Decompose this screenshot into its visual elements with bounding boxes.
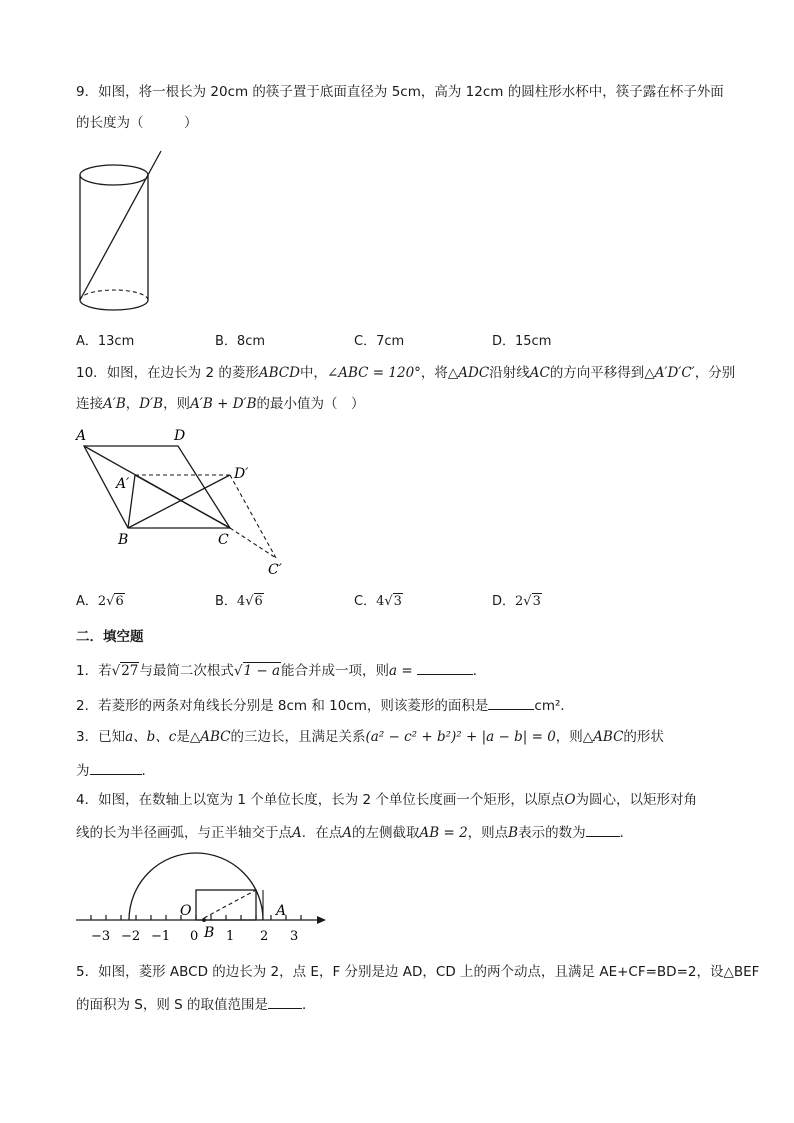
f3-answer-blank[interactable] [90, 760, 142, 775]
f1-text: 与最简二次根式 [139, 663, 234, 679]
f4-point-o: O [564, 792, 576, 808]
q10-text: ，将 [420, 365, 448, 381]
q9-line1 [76, 83, 724, 101]
sqrt-symbol: √ [523, 594, 532, 609]
f4-text: 的左侧截取 [352, 825, 420, 841]
q10-label-c1: C′ [268, 562, 282, 578]
f4-text: 如图，在数轴上以宽为 1 个单位长度，长为 2 个单位长度画一个矩形，以原点 [98, 792, 565, 808]
f1-radicand: 1 − a [243, 663, 281, 679]
q10-expression: A′B + D′B [190, 396, 257, 412]
q10-angle: ∠ABC = 120° [326, 365, 421, 381]
f3-line2 [76, 760, 155, 780]
f3-triangle: △ABC [582, 729, 624, 745]
q10-text: 的最小值为（ ） [256, 396, 365, 412]
sqrt-symbol: √ [245, 594, 254, 609]
f4-label-a: A [276, 903, 287, 919]
f3-triangle: △ABC [189, 729, 231, 745]
q10-option-b[interactable] [215, 593, 264, 611]
q10-label-c: C [218, 532, 229, 548]
sqrt-symbol: √ [111, 663, 121, 679]
q10-label-a1: A′ [116, 476, 130, 492]
f1-text: ． [472, 663, 487, 679]
f4-number-line-figure [74, 845, 336, 945]
f4-text: ，则点 [467, 825, 509, 841]
q10-option-coef: 4 [236, 594, 246, 609]
f1-answer-blank[interactable] [417, 660, 473, 675]
q10-option-d[interactable] [492, 593, 542, 611]
f4-point-b: B [508, 825, 519, 841]
f4-tick-label: 3 [290, 929, 299, 944]
q10-rhombus: ABCD [258, 365, 300, 381]
q10-option-radicand: 6 [115, 594, 124, 609]
f2-answer-blank[interactable] [488, 695, 534, 710]
q10-option-letter: C． [354, 594, 377, 609]
f1-number: 1． [76, 663, 99, 679]
f1-text: 能合并成一项，则 [281, 663, 390, 679]
q10-line2 [76, 395, 365, 413]
f4-text: 表示的数为 [518, 825, 586, 841]
q10-segment: A′B [103, 396, 126, 412]
q9-option-c[interactable]: C．7cm [354, 334, 405, 349]
f5-text: 的面积为 S，则 S 的取值范围是 [76, 997, 269, 1013]
q10-triangle: △ADC [447, 365, 490, 381]
q10-text: 中， [299, 365, 327, 381]
f4-label-o: O [180, 903, 192, 919]
q9-option-b[interactable]: B．8cm [215, 334, 266, 349]
q9-number: 9． [76, 84, 99, 100]
q10-text: 沿射线 [489, 365, 530, 381]
f2-number: 2． [76, 698, 99, 714]
q9-option-a[interactable]: A．13cm [76, 334, 135, 349]
q9-text-line2: 的长度为（ ） [76, 115, 198, 131]
f4-point-a: A [342, 825, 352, 841]
f4-tick-label: 0 [190, 929, 199, 944]
section-title: 二．填空题 [76, 629, 144, 645]
q10-option-coef: 4 [376, 594, 385, 609]
q10-segment: D′B [139, 396, 164, 412]
f3-vars: a、b、c [125, 729, 177, 745]
q10-option-coef: 2 [515, 594, 524, 609]
q10-text: ，分别 [694, 365, 736, 381]
f5-text: ． [302, 997, 316, 1013]
f4-tick-label: −3 [91, 929, 111, 944]
f4-text: 为圆心，以矩形对角 [575, 792, 698, 808]
q9-line2 [76, 114, 198, 132]
q10-number: 10． [76, 365, 107, 381]
f5-answer-blank[interactable] [268, 994, 302, 1009]
q10-label-a: A [76, 428, 87, 444]
q10-text: 如图，在边长为 2 的菱形 [106, 365, 259, 381]
q10-option-letter: D． [492, 594, 516, 609]
f3-text: ． [141, 763, 155, 779]
f1-line [76, 660, 486, 680]
f4-tick-label: 2 [260, 929, 269, 944]
f4-text: 线的长为半径画弧，与正半轴交于点 [76, 825, 292, 841]
f3-text: ，则 [555, 729, 583, 745]
f3-line1 [76, 728, 664, 746]
q10-text: 连接 [76, 396, 103, 412]
q10-label-d: D [174, 428, 186, 444]
f4-tick-label: −2 [121, 929, 141, 944]
q10-triangle: △A′D′C′ [644, 365, 695, 381]
f5-line2 [76, 994, 316, 1014]
f4-answer-blank[interactable] [586, 822, 620, 837]
q10-option-a[interactable] [76, 593, 125, 611]
f3-text: 是 [176, 729, 190, 745]
f4-text: ．在点 [301, 825, 343, 841]
f3-expression: (a² − c² + b²)² + |a − b| = 0 [365, 729, 556, 745]
f4-tick-label: 1 [226, 929, 235, 944]
f2-text: cm²． [534, 698, 574, 714]
f4-label-b: B [204, 925, 215, 941]
f3-text: 的形状 [623, 729, 664, 745]
f3-text: 已知 [98, 729, 126, 745]
q10-option-radicand: 3 [393, 594, 402, 609]
f4-point-a: A [292, 825, 302, 841]
f4-text: ． [619, 825, 634, 841]
f3-number: 3． [76, 729, 99, 745]
q10-line1 [76, 364, 735, 382]
q10-text: 的方向平移得到 [549, 365, 645, 381]
f4-tick-label: −1 [151, 929, 171, 944]
q9-option-d[interactable]: D．15cm [492, 334, 552, 349]
q10-option-c[interactable] [354, 593, 403, 611]
q10-option-letter: B． [215, 594, 237, 609]
f5-line1 [76, 963, 759, 981]
f4-line2 [76, 822, 633, 842]
q10-option-coef: 2 [97, 594, 107, 609]
q10-label-d1: D′ [234, 466, 249, 482]
f4-number: 4． [76, 792, 99, 808]
f1-variable: a = [389, 663, 413, 679]
q10-label-b: B [118, 532, 129, 548]
f2-text: 若菱形的两条对角线长分别是 8cm 和 10cm，则该菱形的面积是 [98, 698, 489, 714]
q10-rhombus-figure [70, 422, 300, 582]
f5-text: 如图，菱形 ABCD 的边长为 2，点 E，F 分别是边 AD，CD 上的两个动点，且满足 AE+CF=BD=2，设△BEF [98, 964, 760, 980]
f4-ab: AB = 2 [419, 825, 468, 841]
f3-text: 为 [76, 763, 90, 779]
f3-text: 的三边长，且满足关系 [230, 729, 366, 745]
f1-text: 若 [98, 663, 112, 679]
sqrt-symbol: √ [106, 594, 115, 609]
sqrt-symbol: √ [233, 663, 243, 679]
q10-option-radicand: 3 [532, 594, 541, 609]
q10-option-radicand: 6 [254, 594, 263, 609]
q10-option-letter: A． [76, 594, 98, 609]
q9-text: 如图，将一根长为 20cm 的筷子置于底面直径为 5cm，高为 12cm 的圆柱形水杯中，筷子露在杯子外面 [98, 84, 724, 100]
q10-ray: AC [529, 365, 550, 381]
f5-number: 5． [76, 964, 99, 980]
f1-radicand: 27 [121, 663, 139, 679]
f2-line [76, 695, 574, 715]
sqrt-symbol: √ [384, 594, 393, 609]
q9-cylinder-figure [74, 148, 174, 313]
q10-text: ，则 [163, 396, 191, 412]
q10-text: ， [125, 396, 140, 412]
f4-line1 [76, 791, 697, 809]
